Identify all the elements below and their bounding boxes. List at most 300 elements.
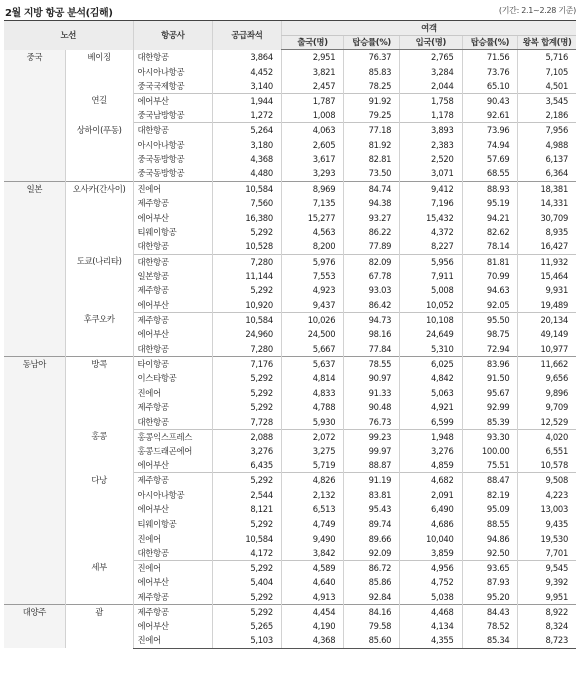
out-cell: 2,132 xyxy=(281,488,343,503)
seats-cell: 2,544 xyxy=(213,488,282,503)
airline-cell: 제주항공 xyxy=(133,312,213,327)
out-rate-cell: 83.81 xyxy=(344,488,400,503)
in-rate-cell: 84.43 xyxy=(462,604,518,619)
in-rate-cell: 70.99 xyxy=(462,269,518,284)
in-rate-cell: 91.50 xyxy=(462,371,518,386)
airline-cell: 에어부산 xyxy=(133,210,213,225)
airline-cell: 진에어 xyxy=(133,385,213,400)
airline-cell: 중국남방항공 xyxy=(133,108,213,123)
seats-cell: 1,272 xyxy=(213,108,282,123)
seats-cell: 5,292 xyxy=(213,560,282,575)
seats-cell: 4,480 xyxy=(213,166,282,181)
total-cell: 5,716 xyxy=(518,50,576,65)
out-rate-cell: 81.92 xyxy=(344,137,400,152)
in-cell: 1,948 xyxy=(400,429,462,444)
airline-cell: 중국국제항공 xyxy=(133,79,213,94)
out-cell: 4,913 xyxy=(281,590,343,605)
city-cell: 세부 xyxy=(65,560,133,604)
in-rate-cell: 65.10 xyxy=(462,79,518,94)
total-cell: 4,223 xyxy=(518,488,576,503)
total-cell: 30,709 xyxy=(518,210,576,225)
out-cell: 7,135 xyxy=(281,196,343,211)
airline-cell: 에어부산 xyxy=(133,619,213,634)
airline-cell: 일본항공 xyxy=(133,269,213,284)
airline-cell: 제주항공 xyxy=(133,604,213,619)
airline-cell: 에어부산 xyxy=(133,502,213,517)
in-cell: 3,276 xyxy=(400,444,462,459)
in-rate-cell: 81.81 xyxy=(462,254,518,269)
out-cell: 5,930 xyxy=(281,415,343,430)
out-rate-cell: 77.84 xyxy=(344,342,400,357)
in-cell: 4,921 xyxy=(400,400,462,415)
out-cell: 4,788 xyxy=(281,400,343,415)
out-rate-cell: 94.38 xyxy=(344,196,400,211)
seats-cell: 5,292 xyxy=(213,473,282,488)
in-rate-cell: 92.50 xyxy=(462,546,518,561)
total-cell: 13,003 xyxy=(518,502,576,517)
in-cell: 2,091 xyxy=(400,488,462,503)
table-row xyxy=(4,181,576,196)
in-cell: 2,383 xyxy=(400,137,462,152)
total-cell: 4,988 xyxy=(518,137,576,152)
table-row xyxy=(4,254,576,269)
city-cell: 도쿄(나리타) xyxy=(65,254,133,312)
city-cell: 오사카(간사이) xyxy=(65,181,133,254)
out-rate-cell: 77.89 xyxy=(344,239,400,254)
out-rate-cell: 90.97 xyxy=(344,371,400,386)
total-cell: 49,149 xyxy=(518,327,576,342)
seats-cell: 2,088 xyxy=(213,429,282,444)
seats-cell: 7,280 xyxy=(213,254,282,269)
out-rate-cell: 92.84 xyxy=(344,590,400,605)
out-rate-cell: 78.55 xyxy=(344,356,400,371)
in-rate-cell: 57.69 xyxy=(462,152,518,167)
out-cell: 6,513 xyxy=(281,502,343,517)
in-rate-cell: 88.47 xyxy=(462,473,518,488)
seats-cell: 6,435 xyxy=(213,458,282,473)
total-cell: 9,951 xyxy=(518,590,576,605)
total-cell: 9,656 xyxy=(518,371,576,386)
airline-header: 항공사 xyxy=(133,21,213,50)
region-cell: 일본 xyxy=(4,181,65,356)
seats-cell: 3,180 xyxy=(213,137,282,152)
in-cell: 4,859 xyxy=(400,458,462,473)
in-rate-cell: 95.09 xyxy=(462,502,518,517)
in-rate-cell: 78.52 xyxy=(462,619,518,634)
seats-cell: 10,584 xyxy=(213,312,282,327)
passengers-header: 여객 xyxy=(281,21,576,36)
out-cell: 8,969 xyxy=(281,181,343,196)
seats-cell: 10,920 xyxy=(213,298,282,313)
seats-cell: 5,292 xyxy=(213,517,282,532)
in-cell: 5,063 xyxy=(400,385,462,400)
in-cell: 24,649 xyxy=(400,327,462,342)
out-cell: 2,605 xyxy=(281,137,343,152)
in-cell: 9,412 xyxy=(400,181,462,196)
out-rate-cell: 91.19 xyxy=(344,473,400,488)
in-cell: 6,599 xyxy=(400,415,462,430)
airline-cell: 진에어 xyxy=(133,181,213,196)
airline-cell: 에어부산 xyxy=(133,298,213,313)
airline-cell: 아시아나항공 xyxy=(133,137,213,152)
seats-cell: 5,292 xyxy=(213,604,282,619)
airline-cell: 에어부산 xyxy=(133,93,213,108)
out-cell: 3,617 xyxy=(281,152,343,167)
airline-cell: 대한항공 xyxy=(133,546,213,561)
in-rate-cell: 92.05 xyxy=(462,298,518,313)
total-cell: 9,896 xyxy=(518,385,576,400)
out-cell: 9,437 xyxy=(281,298,343,313)
total-cell: 10,977 xyxy=(518,342,576,357)
in-header: 입국(명) xyxy=(400,35,462,50)
airline-cell: 중국동방항공 xyxy=(133,166,213,181)
period-note: (기간: 2.1~2.28 기준) xyxy=(498,6,576,15)
out-rate-cell: 67.78 xyxy=(344,269,400,284)
total-cell: 14,331 xyxy=(518,196,576,211)
total-cell: 8,922 xyxy=(518,604,576,619)
seats-cell: 5,103 xyxy=(213,633,282,648)
airline-analysis-table xyxy=(4,20,576,649)
seats-cell: 5,292 xyxy=(213,590,282,605)
in-cell: 1,758 xyxy=(400,93,462,108)
city-cell: 방콕 xyxy=(65,356,133,429)
city-cell: 홍콩 xyxy=(65,429,133,473)
out-cell: 5,976 xyxy=(281,254,343,269)
in-rate-cell: 93.65 xyxy=(462,560,518,575)
in-cell: 1,178 xyxy=(400,108,462,123)
in-cell: 4,686 xyxy=(400,517,462,532)
table-row xyxy=(4,429,576,444)
table-row xyxy=(4,356,576,371)
in-rate-cell: 85.34 xyxy=(462,633,518,648)
out-rate-cell: 78.25 xyxy=(344,79,400,94)
out-cell: 3,821 xyxy=(281,64,343,79)
out-cell: 4,589 xyxy=(281,560,343,575)
total-cell: 19,489 xyxy=(518,298,576,313)
in-cell: 5,310 xyxy=(400,342,462,357)
seats-cell: 4,452 xyxy=(213,64,282,79)
airline-cell: 홍콩드래곤에어 xyxy=(133,444,213,459)
out-cell: 3,842 xyxy=(281,546,343,561)
out-rate-cell: 82.81 xyxy=(344,152,400,167)
in-cell: 4,372 xyxy=(400,225,462,240)
airline-cell: 진에어 xyxy=(133,633,213,648)
seats-cell: 5,292 xyxy=(213,400,282,415)
total-cell: 7,701 xyxy=(518,546,576,561)
in-rate-cell: 88.93 xyxy=(462,181,518,196)
airline-cell: 에어부산 xyxy=(133,327,213,342)
table-row xyxy=(4,604,576,619)
seats-cell: 16,380 xyxy=(213,210,282,225)
total-cell: 20,134 xyxy=(518,312,576,327)
seats-cell: 5,292 xyxy=(213,371,282,386)
seats-cell: 5,292 xyxy=(213,283,282,298)
in-rate-cell: 94.63 xyxy=(462,283,518,298)
in-cell: 7,911 xyxy=(400,269,462,284)
out-rate-cell: 84.16 xyxy=(344,604,400,619)
out-rate-cell: 79.25 xyxy=(344,108,400,123)
airline-cell: 홍콩익스프레스 xyxy=(133,429,213,444)
airline-cell: 티웨이항공 xyxy=(133,517,213,532)
seats-cell: 10,528 xyxy=(213,239,282,254)
in-rate-cell: 93.30 xyxy=(462,429,518,444)
in-rate-cell: 68.55 xyxy=(462,166,518,181)
airline-cell: 대한항공 xyxy=(133,415,213,430)
out-cell: 8,200 xyxy=(281,239,343,254)
seats-cell: 10,584 xyxy=(213,181,282,196)
airline-cell: 제주항공 xyxy=(133,283,213,298)
out-rate-cell: 94.73 xyxy=(344,312,400,327)
total-cell: 9,508 xyxy=(518,473,576,488)
total-cell: 6,364 xyxy=(518,166,576,181)
total-cell: 18,381 xyxy=(518,181,576,196)
in-cell: 4,355 xyxy=(400,633,462,648)
out-cell: 4,640 xyxy=(281,575,343,590)
out-rate-cell: 89.66 xyxy=(344,531,400,546)
seats-cell: 4,368 xyxy=(213,152,282,167)
out-rate-cell: 89.74 xyxy=(344,517,400,532)
seats-cell: 7,176 xyxy=(213,356,282,371)
airline-cell: 대한항공 xyxy=(133,50,213,65)
out-rate-cell: 76.37 xyxy=(344,50,400,65)
in-cell: 5,008 xyxy=(400,283,462,298)
out-cell: 2,457 xyxy=(281,79,343,94)
table-row xyxy=(4,93,576,108)
total-cell: 15,464 xyxy=(518,269,576,284)
route-header: 노선 xyxy=(4,21,133,50)
out-rate-cell: 99.97 xyxy=(344,444,400,459)
total-cell: 11,932 xyxy=(518,254,576,269)
airline-cell: 중국동방항공 xyxy=(133,152,213,167)
in-rate-cell: 83.96 xyxy=(462,356,518,371)
in-cell: 10,052 xyxy=(400,298,462,313)
out-cell: 15,277 xyxy=(281,210,343,225)
total-cell: 4,020 xyxy=(518,429,576,444)
in-cell: 4,468 xyxy=(400,604,462,619)
out-rate-cell: 99.23 xyxy=(344,429,400,444)
total-cell: 16,427 xyxy=(518,239,576,254)
total-cell: 9,709 xyxy=(518,400,576,415)
airline-cell: 제주항공 xyxy=(133,196,213,211)
page-title: 2월 지방 항공 분석(김해) xyxy=(5,8,113,19)
in-cell: 4,842 xyxy=(400,371,462,386)
total-cell: 6,137 xyxy=(518,152,576,167)
total-cell: 8,723 xyxy=(518,633,576,648)
in-cell: 3,893 xyxy=(400,123,462,138)
airline-cell: 제주항공 xyxy=(133,473,213,488)
airline-cell: 제주항공 xyxy=(133,400,213,415)
out-rate-cell: 73.50 xyxy=(344,166,400,181)
out-rate-cell: 85.83 xyxy=(344,64,400,79)
in-cell: 6,490 xyxy=(400,502,462,517)
total-header: 왕복 합계(명) xyxy=(518,35,576,50)
airline-cell: 아시아나항공 xyxy=(133,64,213,79)
total-cell: 9,545 xyxy=(518,560,576,575)
airline-cell: 대한항공 xyxy=(133,254,213,269)
out-cell: 7,553 xyxy=(281,269,343,284)
out-rate-cell: 88.87 xyxy=(344,458,400,473)
out-rate-cell: 95.43 xyxy=(344,502,400,517)
city-cell: 베이징 xyxy=(65,50,133,94)
in-rate-cell: 92.61 xyxy=(462,108,518,123)
table-row xyxy=(4,312,576,327)
in-cell: 6,025 xyxy=(400,356,462,371)
seats-cell: 5,404 xyxy=(213,575,282,590)
seats-cell: 3,140 xyxy=(213,79,282,94)
in-rate-cell: 72.94 xyxy=(462,342,518,357)
seats-header: 공급좌석 xyxy=(213,21,282,50)
in-cell: 8,227 xyxy=(400,239,462,254)
total-cell: 8,935 xyxy=(518,225,576,240)
region-cell: 대양주 xyxy=(4,604,65,648)
out-rate-cell: 76.73 xyxy=(344,415,400,430)
airline-cell: 에어부산 xyxy=(133,458,213,473)
seats-cell: 10,584 xyxy=(213,531,282,546)
out-header: 출국(명) xyxy=(281,35,343,50)
out-cell: 1,787 xyxy=(281,93,343,108)
out-cell: 4,063 xyxy=(281,123,343,138)
out-cell: 5,719 xyxy=(281,458,343,473)
city-cell: 괌 xyxy=(65,604,133,648)
seats-cell: 4,172 xyxy=(213,546,282,561)
total-cell: 9,435 xyxy=(518,517,576,532)
region-cell: 중국 xyxy=(4,50,65,181)
total-cell: 9,931 xyxy=(518,283,576,298)
airline-cell: 대한항공 xyxy=(133,123,213,138)
region-cell: 동남아 xyxy=(4,356,65,604)
out-cell: 4,826 xyxy=(281,473,343,488)
total-cell: 3,545 xyxy=(518,93,576,108)
out-cell: 2,072 xyxy=(281,429,343,444)
header-bar xyxy=(0,0,580,18)
airline-cell: 제주항공 xyxy=(133,590,213,605)
airline-cell: 타이항공 xyxy=(133,356,213,371)
in-cell: 2,765 xyxy=(400,50,462,65)
total-cell: 19,530 xyxy=(518,531,576,546)
in-cell: 5,956 xyxy=(400,254,462,269)
total-cell: 7,105 xyxy=(518,64,576,79)
out-rate-cell: 86.22 xyxy=(344,225,400,240)
airline-cell: 이스타항공 xyxy=(133,371,213,386)
out-cell: 2,951 xyxy=(281,50,343,65)
out-cell: 3,275 xyxy=(281,444,343,459)
seats-cell: 7,280 xyxy=(213,342,282,357)
seats-cell: 7,560 xyxy=(213,196,282,211)
in-cell: 10,040 xyxy=(400,531,462,546)
total-cell: 11,662 xyxy=(518,356,576,371)
airline-cell: 대한항공 xyxy=(133,239,213,254)
airline-cell: 에어부산 xyxy=(133,575,213,590)
in-rate-cell: 73.76 xyxy=(462,64,518,79)
out-cell: 4,749 xyxy=(281,517,343,532)
total-cell: 9,392 xyxy=(518,575,576,590)
total-cell: 6,551 xyxy=(518,444,576,459)
in-rate-cell: 95.67 xyxy=(462,385,518,400)
in-rate-cell: 82.62 xyxy=(462,225,518,240)
out-cell: 4,454 xyxy=(281,604,343,619)
out-rate-cell: 91.33 xyxy=(344,385,400,400)
in-rate-cell: 95.19 xyxy=(462,196,518,211)
seats-cell: 11,144 xyxy=(213,269,282,284)
city-cell: 다낭 xyxy=(65,473,133,561)
city-cell: 후쿠오카 xyxy=(65,312,133,356)
out-rate-cell: 77.18 xyxy=(344,123,400,138)
seats-cell: 5,264 xyxy=(213,123,282,138)
in-rate-cell: 100.00 xyxy=(462,444,518,459)
out-cell: 5,637 xyxy=(281,356,343,371)
out-rate-cell: 92.09 xyxy=(344,546,400,561)
out-cell: 3,293 xyxy=(281,166,343,181)
seats-cell: 24,960 xyxy=(213,327,282,342)
airline-cell: 진에어 xyxy=(133,531,213,546)
out-rate-cell: 86.42 xyxy=(344,298,400,313)
seats-cell: 1,944 xyxy=(213,93,282,108)
out-rate-cell: 90.48 xyxy=(344,400,400,415)
total-cell: 10,578 xyxy=(518,458,576,473)
seats-cell: 5,292 xyxy=(213,385,282,400)
out-rate-cell: 82.09 xyxy=(344,254,400,269)
table-row xyxy=(4,473,576,488)
in-rate-cell: 95.50 xyxy=(462,312,518,327)
in-cell: 5,038 xyxy=(400,590,462,605)
out-rate-header: 탑승률(%) xyxy=(344,35,400,50)
in-rate-cell: 71.56 xyxy=(462,50,518,65)
in-rate-cell: 85.39 xyxy=(462,415,518,430)
in-rate-cell: 74.94 xyxy=(462,137,518,152)
out-rate-cell: 91.92 xyxy=(344,93,400,108)
in-cell: 4,134 xyxy=(400,619,462,634)
out-cell: 4,814 xyxy=(281,371,343,386)
in-rate-cell: 82.19 xyxy=(462,488,518,503)
out-cell: 4,833 xyxy=(281,385,343,400)
out-rate-cell: 84.74 xyxy=(344,181,400,196)
city-cell: 상하이(푸동) xyxy=(65,123,133,181)
airline-cell: 티웨이항공 xyxy=(133,225,213,240)
header-row-1 xyxy=(4,21,576,36)
out-cell: 4,368 xyxy=(281,633,343,648)
in-rate-cell: 88.55 xyxy=(462,517,518,532)
in-rate-cell: 94.86 xyxy=(462,531,518,546)
in-cell: 15,432 xyxy=(400,210,462,225)
total-cell: 8,324 xyxy=(518,619,576,634)
in-rate-cell: 90.43 xyxy=(462,93,518,108)
table-row xyxy=(4,123,576,138)
in-cell: 3,859 xyxy=(400,546,462,561)
total-cell: 12,529 xyxy=(518,415,576,430)
out-cell: 9,490 xyxy=(281,531,343,546)
out-rate-cell: 86.72 xyxy=(344,560,400,575)
out-rate-cell: 85.60 xyxy=(344,633,400,648)
in-rate-cell: 98.75 xyxy=(462,327,518,342)
in-rate-cell: 87.93 xyxy=(462,575,518,590)
in-cell: 4,752 xyxy=(400,575,462,590)
out-cell: 5,667 xyxy=(281,342,343,357)
airline-cell: 대한항공 xyxy=(133,342,213,357)
in-cell: 3,071 xyxy=(400,166,462,181)
out-cell: 1,008 xyxy=(281,108,343,123)
in-cell: 3,284 xyxy=(400,64,462,79)
total-cell: 7,956 xyxy=(518,123,576,138)
city-cell: 연길 xyxy=(65,93,133,122)
out-rate-cell: 85.86 xyxy=(344,575,400,590)
in-rate-cell: 75.51 xyxy=(462,458,518,473)
out-rate-cell: 93.27 xyxy=(344,210,400,225)
out-rate-cell: 79.58 xyxy=(344,619,400,634)
table-row xyxy=(4,50,576,65)
out-rate-cell: 93.03 xyxy=(344,283,400,298)
out-rate-cell: 98.16 xyxy=(344,327,400,342)
out-cell: 24,500 xyxy=(281,327,343,342)
